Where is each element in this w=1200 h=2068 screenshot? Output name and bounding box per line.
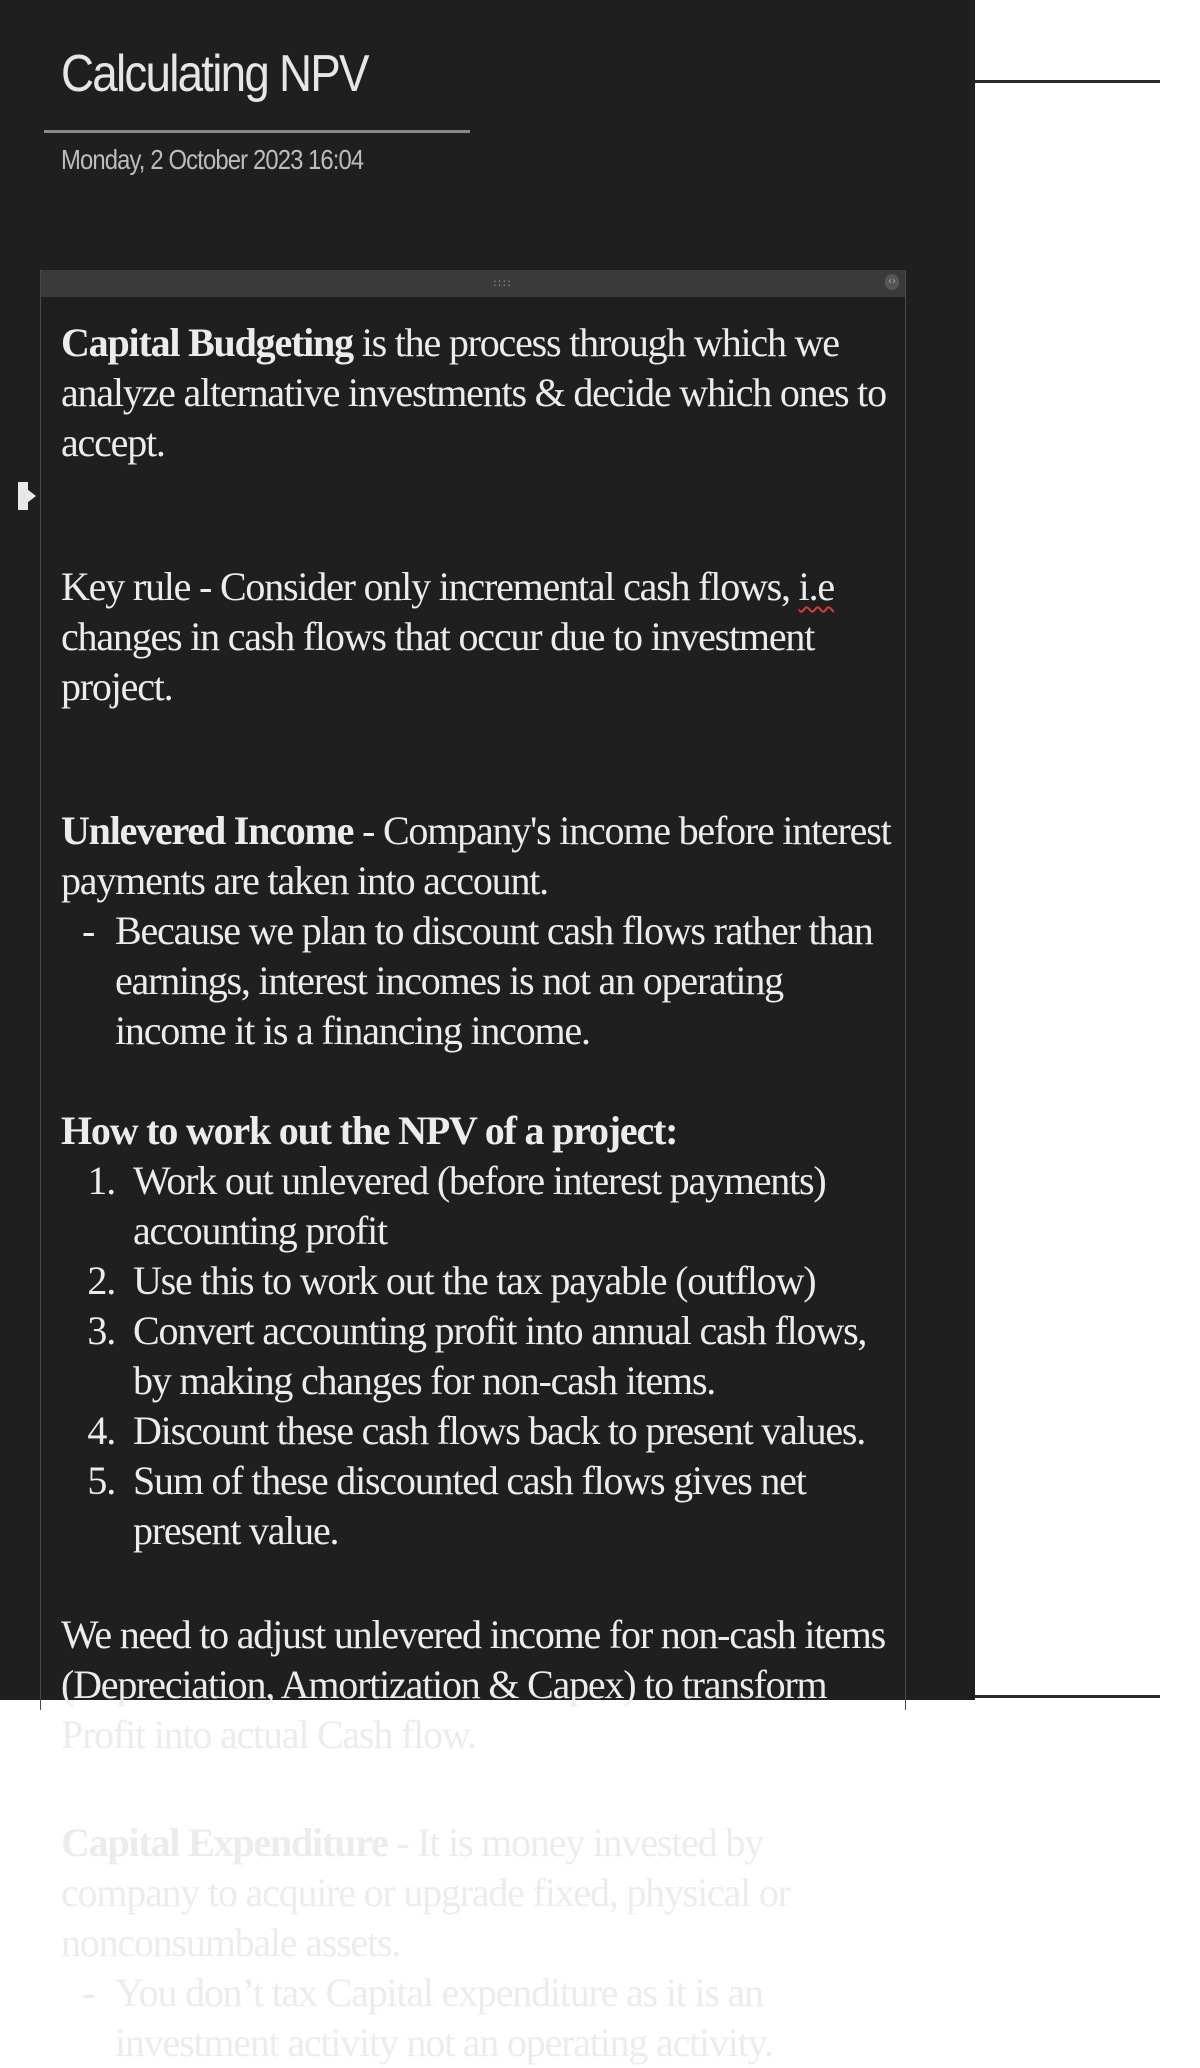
list-item [61, 1456, 901, 1556]
list-item [61, 1256, 901, 1306]
paragraph-capital-budgeting [61, 318, 901, 468]
step-number: 4. [87, 1408, 115, 1453]
bullet-text: You don’t tax Capital expenditure as it is an investment activity not an operating activity. [115, 1970, 773, 2065]
page-time: 16:04 [308, 144, 364, 175]
bullet-text: Because we plan to discount cash flows rather than earnings, interest incomes is not an operating income it is a financing income. [115, 908, 873, 1053]
list-item [61, 1406, 901, 1456]
resize-handle-icon[interactable]: ‹› [885, 274, 899, 290]
right-pane-bottom-rule [975, 1695, 1160, 1698]
definition-capital-expenditure: - It is money invested by company to acquire or upgrade fixed, physical or nonconsumbale assets. [61, 1820, 790, 1965]
definition-capital-budgeting: is the process through which we analyze alternative investments & decide which ones to accept. [61, 320, 886, 465]
key-rule-text-a: Key rule - Consider only incremental cash flows, [61, 564, 799, 609]
blank-line [61, 468, 901, 518]
paragraph-adjust-income: We need to adjust unlevered income for non-cash items (Depreciation, Amortization & Capex) to transform Profit into actual Cash flow. [61, 1612, 885, 1757]
paragraph-key-rule [61, 562, 901, 712]
bullet-dash: - [81, 908, 95, 953]
term-capital-expenditure: Capital Expenditure [61, 1820, 388, 1865]
title-underline [44, 130, 470, 133]
list-item [61, 1306, 901, 1406]
list-item [61, 1968, 901, 2068]
step-text: Convert accounting profit into annual cash flows, by making changes for non-cash items. [133, 1308, 867, 1403]
bullet-dash: - [81, 1970, 95, 2015]
paragraph-capital-expenditure [61, 1818, 901, 1968]
step-number: 2. [87, 1258, 115, 1303]
step-number: 3. [87, 1308, 115, 1353]
right-pane-rule [975, 80, 1160, 83]
list-item [61, 906, 901, 1056]
list-item [61, 1156, 901, 1256]
step-number: 1. [87, 1158, 115, 1203]
step-text: Work out unlevered (before interest payments) accounting profit [133, 1158, 826, 1253]
term-capital-budgeting: Capital Budgeting [61, 320, 353, 365]
page-title[interactable]: Calculating NPV [61, 45, 368, 103]
step-text: Use this to work out the tax payable (outflow) [133, 1258, 816, 1303]
page-date: Monday, 2 October 2023 [61, 144, 303, 175]
note-body[interactable] [61, 318, 901, 2068]
paragraph-unlevered-income [61, 806, 901, 906]
definition-unlevered-income: - Company's income before interest payments are taken into account. [61, 808, 891, 903]
term-unlevered-income: Unlevered Income [61, 808, 354, 853]
npv-steps-heading-text: How to work out the NPV of a project: [61, 1108, 678, 1153]
npv-steps-heading [61, 1106, 901, 1156]
step-text: Sum of these discounted cash flows gives net present value. [133, 1458, 806, 1553]
key-rule-text-b: changes in cash flows that occur due to investment project. [61, 614, 815, 709]
drag-grip-icon[interactable]: :::: [493, 276, 512, 289]
container-handle-bar[interactable] [41, 270, 905, 297]
step-number: 5. [87, 1458, 115, 1503]
step-text: Discount these cash flows back to present values. [133, 1408, 866, 1453]
paragraph-move-handle-icon[interactable] [18, 482, 36, 510]
spellcheck-word[interactable]: i.e [798, 564, 834, 609]
